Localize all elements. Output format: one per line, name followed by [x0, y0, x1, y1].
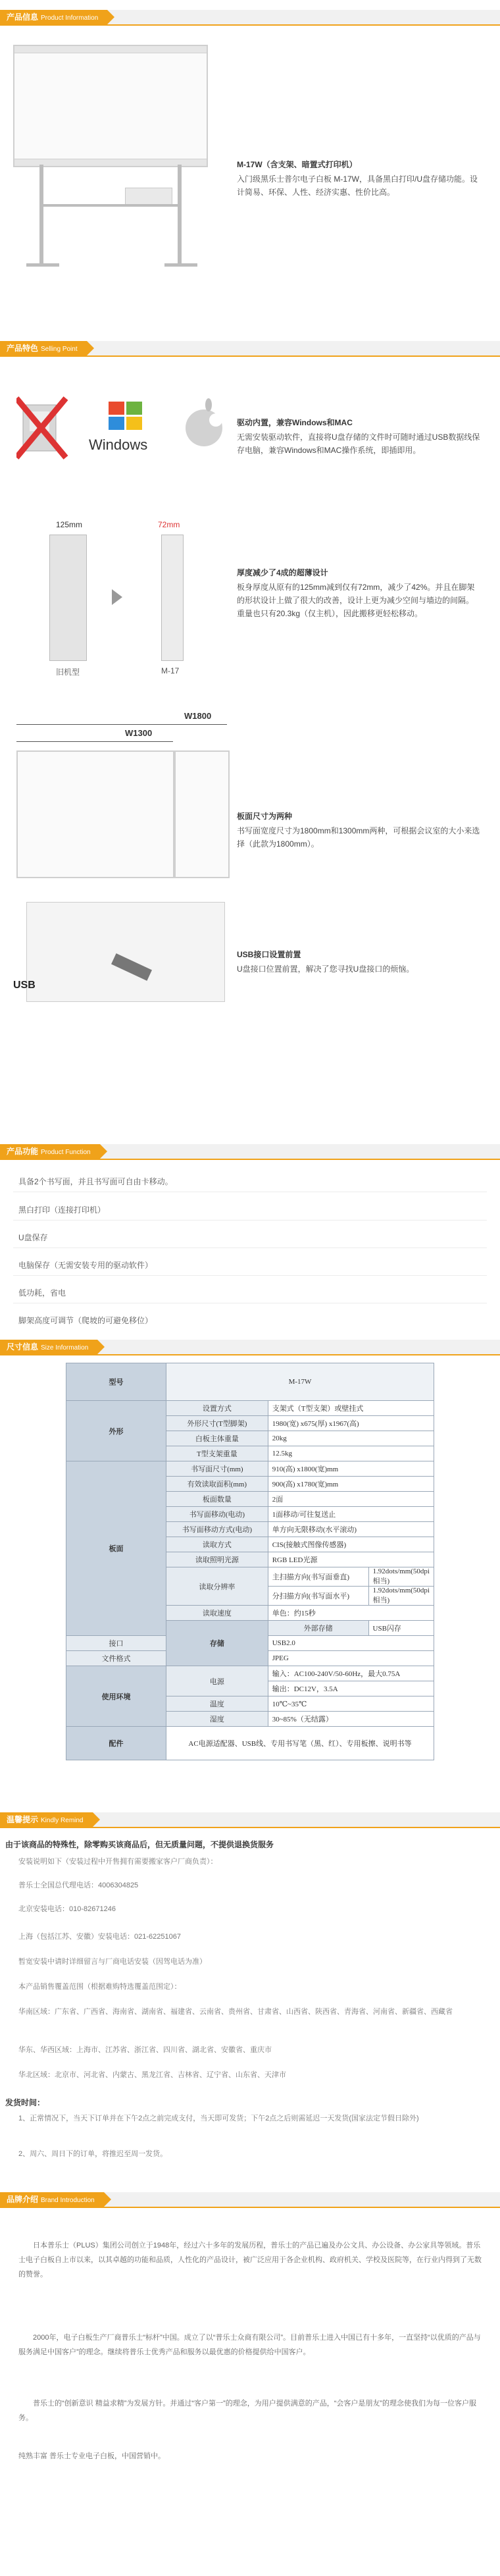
feature-title-3: 板面尺寸为两种	[237, 812, 293, 821]
section-tag: 产品信息 Product Information	[0, 10, 107, 24]
product-description: 入门级黑乐士普尔电子白板 M-17W，具备黑白打印/U盘存储功能。设计简易、环保、人性、经济实惠、性价比高。	[237, 174, 478, 197]
feature-desc-4: U盘接口位置前置，解决了您寻找U盘接口的烦恼。	[237, 964, 414, 974]
feature-desc-1: 无需安装驱动软件，直接将U盘存储的文件时可随时通过USB数据线保存电脑，兼容Windows和MAC操作系统，即插即用。	[237, 433, 480, 455]
feature-desc-3: 书写面宽度尺寸为1800mm和1300mm两种，可根据会议室的大小来选择（此款为1800mm）。	[237, 826, 480, 849]
size-diagram: W1800 W1300	[13, 711, 230, 895]
product-image	[13, 39, 211, 276]
remind-line: 上海（包括江苏、安徽）安装电话：021-62251067	[18, 1933, 181, 1941]
no-driver-icon	[16, 385, 234, 471]
shipping-line: 2、周六、周日下的订单，将推迟至周一发货。	[18, 2150, 168, 2158]
section-header-brand-intro: 品牌介绍 Brand Introduction	[0, 2192, 500, 2208]
printer-icon	[125, 188, 172, 205]
thickness-comparison: 125mm 72mm 旧机型 M-17	[39, 520, 217, 685]
spec-table: 型号 M-17W 外形 设置方式 支架式（T型支架）或壁挂式 外形尺寸(T型脚架) 1980(宽) x675(厚) x1967(高) 白板主体重量 20kg T型支架重量 12.5kg 板面 书写面尺寸(mm) 910(高) x1800(宽)mm 有效读取面积(mm) 900(高) x1780(宽)mm 板面数量 2面 书写面移动(电动) 1面移动/可往复送止 书写面移动方式(电动) 单方向无限移动(水平滚动) 读取方式 CIS(接触式图像传感器) 读取照明光源 RGB LED光源 读取分辨率 主扫描方向(书写面垂直) 1.92dots/mm(50dpi相当) 分扫描方向(书写面水平) 1.92dots/mm(50dpi相当) 读取速度 单色：约15秒 存储 外部存储 USB闪存 接口 USB2.0 文件格式 JPEG 使用环境 电源 输入：AC100-240V/50-60Hz，最大0.75A 输出：DC12V，3.5A 温度 10℃~35℃ 湿度 30~85%（无结露） 配件 AC电源适配器、USB线、专用书写笔（黑、红）、专用板擦、说明书等	[66, 1363, 434, 1760]
brand-paragraph: 日本普乐士（PLUS）集团公司创立于1948年，经过六十多年的发展历程，普乐士的产品已遍及办公文具、办公设备、办公家具等领域。普乐士电子白板自上市以来，以其卓越的功能和品质，人性化的产品设计，被广泛应用于各企业机构、政府机关、学校及医院等，在行业内得到了无数的赞誉。	[18, 2242, 482, 2278]
function-item: 脚架高度可调节（爬坡的可避免移位）	[18, 1316, 153, 1325]
remind-line: 安装说明如下（安装过程中开售拥有需要搬家客户厂商负责）：	[18, 1858, 218, 1866]
remind-line: 华北区域：北京市、河北省、内蒙古、黑龙江省、吉林省、辽宁省、山东省、天津市	[18, 2071, 286, 2079]
section-header-selling-point: 产品特色 Selling Point	[0, 341, 500, 357]
function-item: 电脑保存（无需安装专用的驱动软件）	[18, 1261, 153, 1270]
section-header-kindly-remind: 温馨提示 Kindly Remind	[0, 1812, 500, 1828]
function-item: 低功耗，省电	[18, 1288, 66, 1298]
remind-line: 华南区域：广东省、广西省、海南省、湖南省、福建省、云南省、贵州省、甘肃省、山西省、陕西省、青海省、河南省、新疆省、西藏省	[18, 2008, 453, 2016]
section-header-product-function: 产品功能 Product Function	[0, 1144, 500, 1160]
feature-desc-2: 板身厚度从原有的125mm减到仅有72mm，减少了42%。并且在脚架的形状设计上做了很大的改善，设计上更为减少空间与墙边的间隔。重量也只有20.3kg（仅主机），因此搬移更轻松移动。	[237, 583, 475, 618]
whiteboard-body	[13, 45, 208, 167]
function-item: U盘保存	[18, 1233, 48, 1242]
usb-illustration: USB	[13, 902, 230, 1020]
remind-line: 北京安装电话：010-82671246	[18, 1905, 116, 1913]
product-title: M-17W（含支架、暗置式打印机）	[237, 160, 357, 169]
feature-title-2: 厚度减少了4成的超薄设计	[237, 568, 328, 577]
section-header-product-info	[0, 10, 500, 26]
remind-line: 普乐士全国总代理电话：4006304825	[18, 1881, 139, 1889]
remind-headline: 由于该商品的特殊性，除零购买该商品后，但无质量问题，不提供退换货服务	[5, 1840, 274, 1849]
windows-logo-text: Windows	[89, 436, 148, 453]
shipping-title: 发货时间：	[5, 2098, 45, 2107]
remind-line: 本产品销售覆盖范围（根据难购特选覆盖范围定）：	[18, 1983, 182, 1991]
shipping-line: 1、正常情况下，当天下订单并在下午2点之前完成支付，当天即可发货；下午2点之后则需延迟一天发货(国家法定节假日除外)	[18, 2115, 419, 2122]
brand-paragraph: 纯熟丰富 普乐士专业电子白板，中国营销中。	[18, 2452, 166, 2460]
function-item: 具备2个书写面，并且书写面可自由卡移动。	[18, 1177, 173, 1186]
remind-line: 华东、华西区域：上海市、江苏省、浙江省、四川省、湖北省、安徽省、重庆市	[18, 2046, 272, 2054]
remind-line: 暂宽安装中请时详细留言与厂商电话安装（因驾电话为准）	[18, 1958, 207, 1966]
brand-paragraph: 2000年，电子白板生产厂商普乐士“标杆”中国。成立了以“普乐士众商有限公司”。目前普乐士进入中国已有十多年，一直坚持“以优质的产品与服务满足中国客户”的理念。继续将普乐士优秀产品和服务以最优惠的价格提供给中国客户。	[18, 2334, 481, 2356]
arrow-right-icon	[112, 589, 122, 605]
brand-paragraph: 普乐士的“创新意识 精益求精”为发展方针。并通过“客户第一”的理念，为用户提供满意的产品，“会客户是朋友”的理念使我们为每一位客户服务。	[18, 2400, 477, 2422]
os-logos	[16, 385, 234, 471]
feature-title-4: USB接口设置前置	[237, 950, 301, 959]
section-header-size-info: 尺寸信息 Size Information	[0, 1340, 500, 1355]
feature-title-1: 驱动内置，兼容Windows和MAC	[237, 418, 353, 427]
function-item: 黑白打印（连接打印机）	[18, 1205, 106, 1215]
